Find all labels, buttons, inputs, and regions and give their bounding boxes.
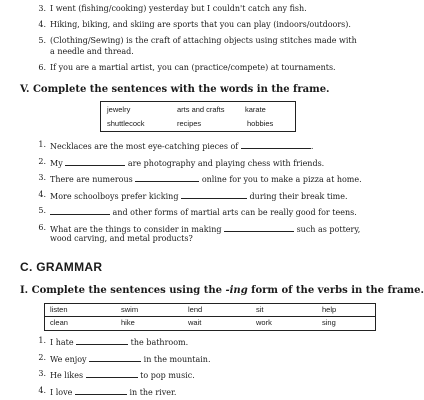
item-text: I went (fishing/cooking) yesterday but I couldn't catch any fish. <box>50 4 307 13</box>
item-text-before: I hate <box>50 338 74 347</box>
answer-blank[interactable] <box>241 140 311 149</box>
frame-word: recipes <box>177 119 202 128</box>
verb-cell: lend <box>188 305 203 314</box>
verb-cell: clean <box>50 318 68 327</box>
item-text-before: Necklaces are the most eye-catching pieces of <box>50 142 239 151</box>
item-text-after: to pop music. <box>140 371 195 380</box>
frame-word: arts and crafts <box>177 105 225 114</box>
item-text-before: What are the things to consider in making <box>50 225 222 234</box>
item-number: 5. <box>38 36 46 45</box>
item-text-after: are photography and playing chess with friends. <box>127 159 325 168</box>
answer-blank[interactable] <box>75 386 127 395</box>
verb-cell: wait <box>188 318 202 327</box>
verb-cell: swim <box>121 305 139 314</box>
verb-cell: help <box>322 305 337 314</box>
verb-cell: hike <box>121 318 135 327</box>
answer-blank[interactable] <box>181 190 247 199</box>
heading-post: form of the verbs in the frame. <box>247 285 424 296</box>
item-text: If you are a martial artist, you can (practice/compete) at tournaments. <box>50 63 336 72</box>
frame-word: shuttlecock <box>107 119 145 128</box>
item-text-after: online for you to make a pizza at home. <box>201 175 362 184</box>
item-text: wood carving, and metal products? <box>50 234 193 243</box>
item-number: 4. <box>38 20 46 29</box>
item-text-before: We enjoy <box>50 355 87 364</box>
item-text <box>50 369 195 381</box>
frame-word: jewelry <box>107 105 131 114</box>
item-text-after: . <box>310 142 314 151</box>
item-text: Hiking, biking, and skiing are sports that you can play (indoors/outdoors). <box>50 20 351 29</box>
item-text: a needle and thread. <box>50 47 134 56</box>
item-number: 1. <box>38 336 46 345</box>
item-text-after: in the river. <box>129 388 177 397</box>
item-number: 4. <box>38 190 46 199</box>
answer-blank[interactable] <box>65 157 125 166</box>
section-v-heading: V. Complete the sentences with the words in the frame. <box>20 84 330 95</box>
item-number: 2. <box>38 157 46 166</box>
item-number: 6. <box>38 223 46 232</box>
item-number: 3. <box>38 4 46 13</box>
item-text <box>50 140 313 152</box>
answer-blank[interactable] <box>135 173 199 182</box>
item-text-after: and other forms of martial arts can be really good for teens. <box>112 208 357 217</box>
answer-blank[interactable] <box>224 223 294 232</box>
verb-cell: listen <box>50 305 68 314</box>
frame-word: hobbies <box>247 119 274 128</box>
item-text <box>50 336 188 348</box>
item-text <box>50 206 357 218</box>
item-text-after: during their break time. <box>249 192 348 201</box>
verb-cell: sit <box>256 305 264 314</box>
item-text: (Clothing/Sewing) is the craft of attaching objects using stitches made with <box>50 36 357 45</box>
item-text-before: I love <box>50 388 73 397</box>
item-number: 1. <box>38 140 46 149</box>
verb-cell: sing <box>322 318 336 327</box>
answer-blank[interactable] <box>89 353 141 362</box>
item-text <box>50 157 324 169</box>
item-text-before: More schoolboys prefer kicking <box>50 192 179 201</box>
verb-cell: work <box>256 318 272 327</box>
item-text <box>50 173 362 185</box>
answer-blank[interactable] <box>76 336 128 345</box>
heading-ing: -ing <box>225 285 248 296</box>
item-text-after: in the mountain. <box>143 355 211 364</box>
item-number: 2. <box>38 353 46 362</box>
section-i-heading <box>20 285 424 296</box>
item-text <box>50 353 211 365</box>
heading-pre: I. Complete the sentences using the <box>20 285 226 296</box>
item-number: 5. <box>38 206 46 215</box>
item-text-after: the bathroom. <box>130 338 189 347</box>
item-number: 3. <box>38 369 46 378</box>
item-text <box>50 386 176 398</box>
answer-blank[interactable] <box>50 206 110 215</box>
frame-word: karate <box>245 105 266 114</box>
answer-blank[interactable] <box>86 369 138 378</box>
section-c-title: C. GRAMMAR <box>20 260 103 274</box>
item-text-before: My <box>50 159 63 168</box>
item-text-before: There are numerous <box>50 175 133 184</box>
item-number: 3. <box>38 173 46 182</box>
item-text-after: such as pottery, <box>296 225 361 234</box>
item-text-before: He likes <box>50 371 84 380</box>
item-number: 6. <box>38 63 46 72</box>
item-number: 4. <box>38 386 46 395</box>
item-text <box>50 190 348 202</box>
word-frame <box>100 101 296 132</box>
